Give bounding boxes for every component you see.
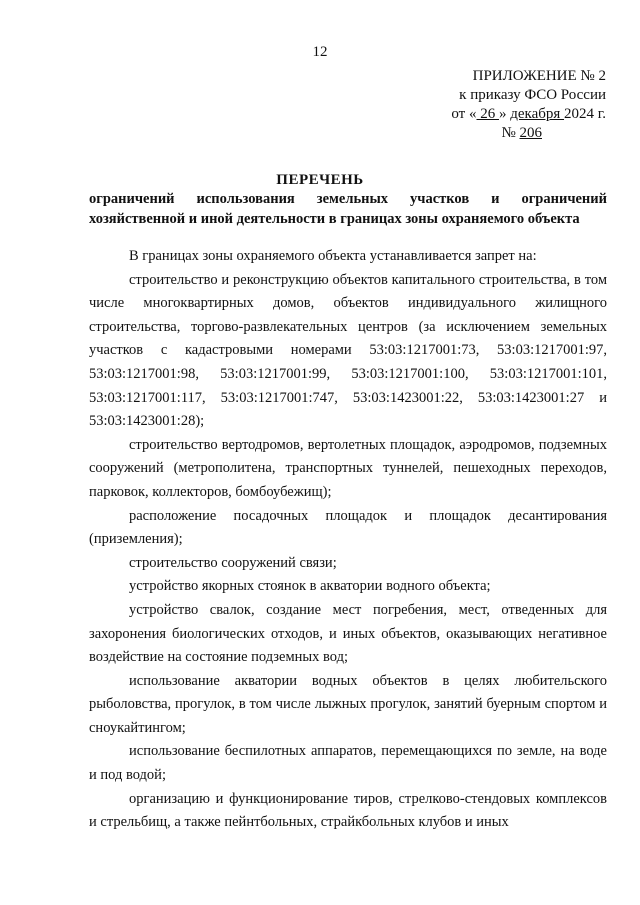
paragraph-heliports: строительство вертодромов, вертолетных площадок, аэродромов, подземных сооружений (метрополитена, транспортных туннелей, пешеходных переходов, парковок, коллекторов, бомбоубежищ); bbox=[89, 436, 607, 500]
document-body bbox=[89, 245, 607, 835]
paragraph-shooting-ranges: организацию и функционирование тиров, стрелково-стендовых комплексов и стрельбищ, а также пейнтбольных, страйкбольных клубов и иных bbox=[89, 790, 607, 831]
paragraph-landing-sites: расположение посадочных площадок и площадок десантирования (приземления); bbox=[89, 507, 607, 548]
date-prefix: от « bbox=[451, 106, 477, 122]
paragraph-communications: строительство сооружений связи; bbox=[129, 554, 337, 571]
subtitle-line-1: ограничений использования земельных участков и ограничений bbox=[89, 191, 607, 207]
paragraph-anchorage: устройство якорных стоянок в акватории водного объекта; bbox=[129, 578, 491, 595]
paragraph-landfills: устройство свалок, создание мест погребения, мест, отведенных для захоронения биологических отходов, и иных объектов, оказывающих негативное воздействие на состояние подземных вод; bbox=[89, 601, 607, 666]
paragraph-water-use: использование акватории водных объектов в целях любительского рыболовства, прогулок, в том числе лыжных прогулок, занятий буерным спортом и сноукайтингом; bbox=[89, 672, 607, 736]
page-number: 12 bbox=[312, 44, 328, 60]
appendix-title: ПРИЛОЖЕНИЕ № 2 bbox=[472, 68, 606, 84]
date-month: декабря bbox=[510, 106, 565, 122]
date-year: 2024 г. bbox=[564, 106, 606, 122]
paragraph-construction: строительство и реконструкцию объектов капитального строительства, в том числе многоквартирных домов, объектов индивидуального жилищного строительства, торгово-развлекательных центров (за исключением земельных участков с кадастровыми номерами 53:03:1217001:73, 53:03:1217001:97, 53:03:1217001:98, 53:03:1217001:99, 53:03:1217001:100, 53:03:1217001:101, 53:03:1217001:117, 53:03:1217001:747, 53:03:1423001:22, 53:03:1423001:27 и 53:03:1423001:28); bbox=[89, 271, 607, 430]
date-mid: » bbox=[498, 106, 511, 122]
appendix-number bbox=[400, 124, 606, 143]
date-day: 26 bbox=[476, 106, 499, 122]
document-subtitle bbox=[89, 189, 607, 229]
paragraph-intro: В границах зоны охраняемого объекта устанавливается запрет на: bbox=[129, 248, 537, 264]
appendix-block bbox=[400, 67, 606, 143]
appendix-order-ref: к приказу ФСО России bbox=[459, 87, 606, 103]
appendix-date bbox=[400, 105, 606, 124]
paragraph-drones: использование беспилотных аппаратов, перемещающихся по земле, на воде и под водой; bbox=[89, 743, 607, 784]
number-prefix: № bbox=[501, 125, 520, 141]
number-value: 206 bbox=[519, 125, 542, 141]
document-title: ПЕРЕЧЕНЬ bbox=[276, 172, 364, 188]
subtitle-line-2: хозяйственной и иной деятельности в границах зоны охраняемого объекта bbox=[89, 211, 580, 227]
